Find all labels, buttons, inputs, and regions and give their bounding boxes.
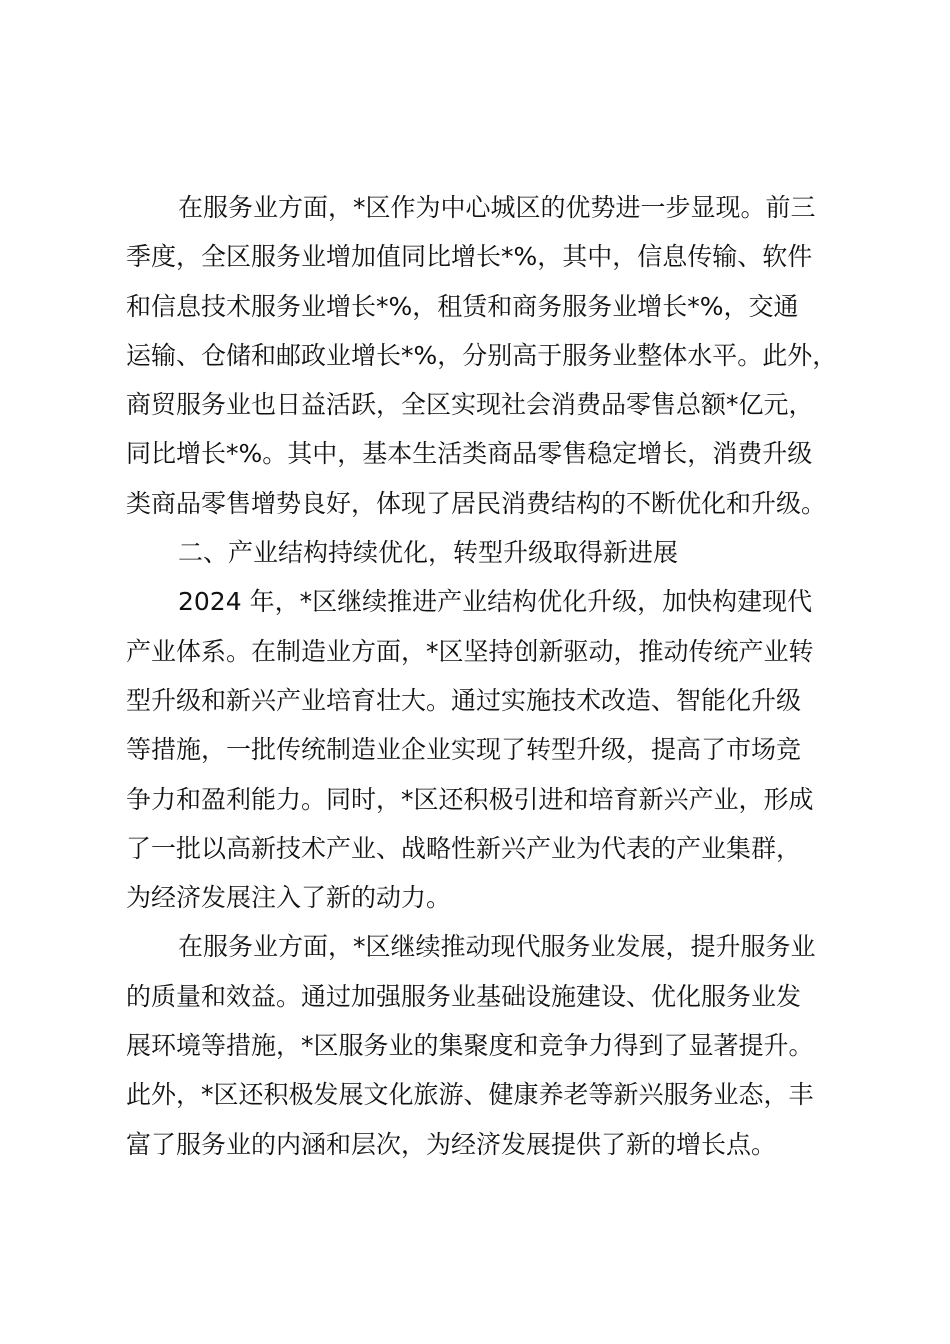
text-line: 等措施，一批传统制造业企业实现了转型升级，提高了市场竞 xyxy=(126,735,802,765)
text-line: 同比增长*%。其中，基本生活类商品零售稳定增长，消费升级 xyxy=(126,439,813,469)
text-line: 此外，*区还积极发展文化旅游、健康养老等新兴服务业态，丰 xyxy=(126,1080,814,1110)
text-line: 型升级和新兴产业培育壮大。通过实施技术改造、智能化升级 xyxy=(126,685,802,715)
text-line: 了一批以高新技术产业、战略性新兴产业为代表的产业集群， xyxy=(126,833,802,863)
text-line: 2024 年，*区继续推进产业结构优化升级，加快构建现代 xyxy=(178,587,813,617)
text-line: 和信息技术服务业增长*%，租赁和商务服务业增长*%，交通 xyxy=(126,291,799,321)
text-line: 争力和盈利能力。同时，*区还积极引进和培育新兴产业，形成 xyxy=(126,784,814,814)
text-line: 运输、仓储和邮政业增长*%，分别高于服务业整体水平。此外， xyxy=(126,340,838,370)
text-line: 产业体系。在制造业方面，*区坚持创新驱动，推动传统产业转 xyxy=(126,636,814,666)
text-line: 富了服务业的内涵和层次，为经济发展提供了新的增长点。 xyxy=(126,1129,777,1159)
text-line: 的质量和效益。通过加强服务业基础设施建设、优化服务业发 xyxy=(126,981,802,1011)
paragraph-industrial-structure xyxy=(126,577,836,922)
paragraph-service-industry-q3 xyxy=(126,183,836,528)
text-line: 季度，全区服务业增加值同比增长*%，其中，信息传输、软件 xyxy=(126,242,813,272)
text-line: 商贸服务业也日益活跃，全区实现社会消费品零售总额*亿元， xyxy=(126,390,814,420)
text-line: 为经济发展注入了新的动力。 xyxy=(126,883,452,913)
section-heading xyxy=(126,528,836,577)
paragraph-modern-services xyxy=(126,922,836,1168)
document-body xyxy=(126,183,836,1169)
heading-text: 二、产业结构持续优化，转型升级取得新进展 xyxy=(178,538,679,568)
text-line: 展环境等措施，*区服务业的集聚度和竞争力得到了显著提升。 xyxy=(126,1031,814,1061)
text-line: 类商品零售增势良好，体现了居民消费结构的不断优化和升级。 xyxy=(126,488,827,518)
text-line: 在服务业方面，*区继续推动现代服务业发展，提升服务业 xyxy=(178,932,816,962)
text-line: 在服务业方面，*区作为中心城区的优势进一步显现。前三 xyxy=(178,193,816,222)
